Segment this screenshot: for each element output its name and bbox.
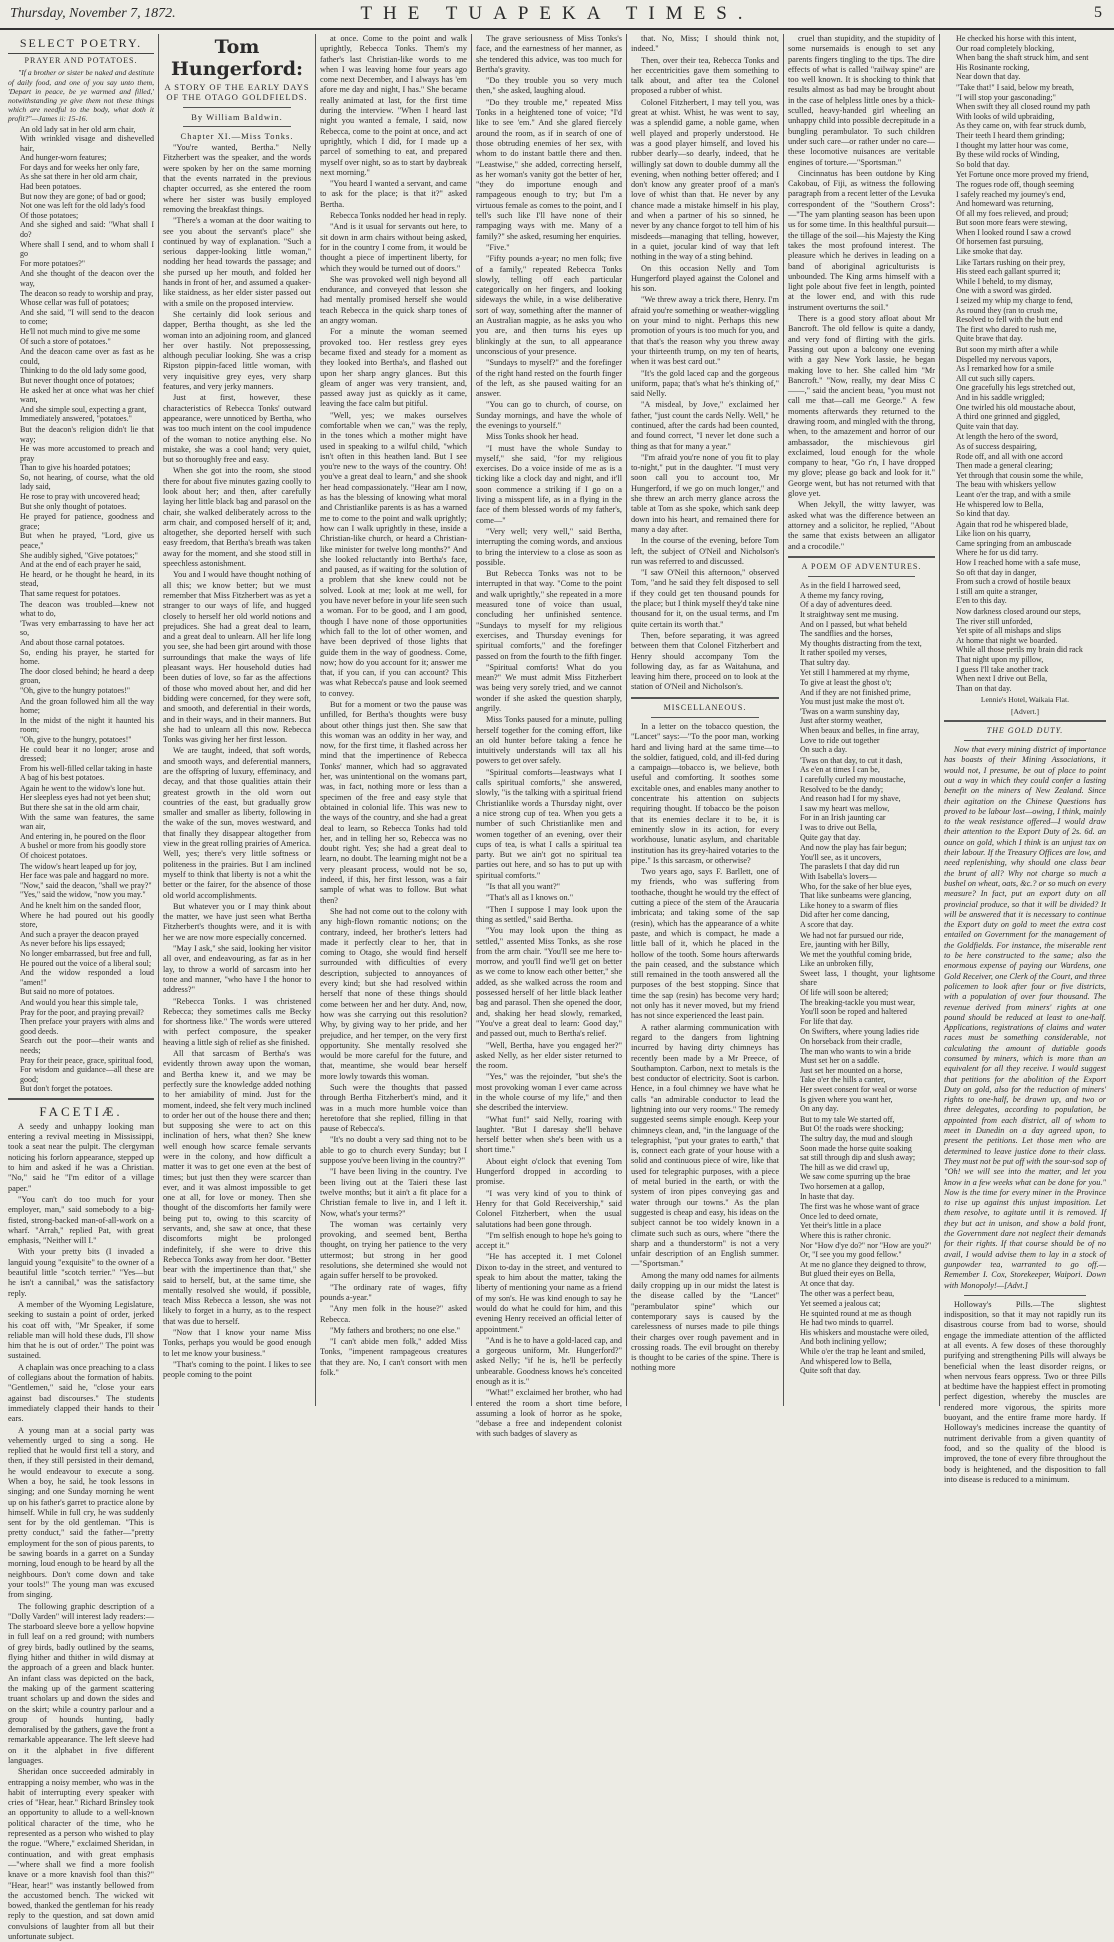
article-paragraph: She had not come out to the colony with any high-flown romantic notions; on the contrary, indeed, her brother's letters had made it perfectly clear to her, that in coming to Otago, she would find herself surrounded with difficulties of every description, subjected to annoyances of every kind; but she had resolved within herself that none of these things should come between her and her duty. And, now, how was she carrying out this resolution? Why, by giving way to her pride, and her prejudice, and her temper, on the very first opportunity. She mentally resolved she would be more careful for the future, and that, meantime, she would bear herself more lowly towards this woman. [320,906,467,1081]
article-paragraph: "It's the gold laced cap and the gorgeous uniform, papa; that's what he's thinking of," said Nelly. [631,368,779,399]
article-paragraph: You and I would have thought nothing of all this; we know better; but we must remember that Miss Fitzherbert was as yet a stranger to our ways of life, and hugged closely to herself her old world notions and prejudices. She had a great deal to learn, and a great deal to unlearn. All her life long you see, she had been girt around with those surroundings that make the ways of life pleasant ways. Her household duties had been duties of love, so far as the affections of those who moved about her, and did her bidding were concerned, for they were soft, and smooth, and deferential in their words, and in their ways, and in their manners. But she had to unlearn all this now. Rebecca Tonks was giving her her first lesson. [163,570,311,745]
facetiae-heading: FACETIÆ. [39,1103,123,1119]
article-paragraph: For a minute the woman seemed provoked too. Her restless grey eyes became fixed and steady for a moment as they looked into Bertha's, and flashed out upon her sharp angry glances. But this gleam of anger was very transient, and, passed away just as quickly as it came, leaving the face calm but pitiful. [320,327,467,409]
poem-stanza: "Take that!" I said, below my breath, "I will stop your gasconading;" When swift they all closed round my path With looks of wild upbraiding, As they came on, with fear struck dumb, Their teeth I heard them grinding; I thought my latter hour was come, By these wild rocks of Winding, So bold that day. [956,82,1090,169]
article-paragraph: Cincinnatus has been outdone by King Cakobau, of Fiji, as witness the following paragraph from a recent letter of the Levuka correspondent of the "Southern Cross":—"The yam planting season has been upon us for some time. In this healthful pursuit—the tillage of the soil—his Majesty the King takes the most profound interest. The pleasure which he derives in leading on a band of aboriginal agriculturists is unbounded. The King arms himself with a light pole about five feet in length, pointed at the lower end, and with this rude instrument overturns the soil." [788,168,935,312]
poem-stanza: 'Twas on that day, to cut it dash, As e'en at times I can be, I carefully curled my moustache, Resolved to be the dandy; And reason had I for my shave, I saw my heart was mellow, For in an Irish jaunting car I was to drive out Bella, Quite gay that day. [800,755,906,842]
article-paragraph: On this occasion Nelly and Tom Hungerford played against the Colonel and his son. [631,263,779,294]
article-paragraph: In a letter on the tobacco question, the "Lancet" says:—"To the poor man, working hard and living hard at the same time—to the soldier, fatigued, cold, and ill-fed during a campaign—tobacco is, we believe, both useful and comforting. It soothes some excitable ones, and enables many another to concentrate his attention on subjects requiring thought. If tobacco be the poison that its enemies declare it to be, it is eminently slow in its action, for every workhouse, lunatic asylum, and charitable institution has its grey-haired votaries to the pipe." Is this sarcasm, or otherwise? [631,722,779,865]
article-paragraph: Rebecca Tonks nodded her head in reply. [330,211,467,221]
article-paragraph: She was provoked well nigh beyond all endurance, and conveyed that lesson she had mentally promised herself she would teach Rebecca in the quick sharp tones of an angry woman. [320,274,467,326]
column-3 [320,34,467,1406]
divider [8,1098,154,1100]
poem-stanza: The other was a perfect beau, Yet seemed a jealous cat; He squinted round at me as though He had two minds to quarrel. His whiskers and moustache were oiled, And both inclining yellow; While o'er the trap he leant and smiled, And whispered low to Bella, Quite soft that day. [800,1289,929,1376]
poem-stanza: And now the play has fair begun; You'll see, as it uncovers, The paraslets I that day did run With Isabella's lovers— Who, for the sake of her blue eyes, That like sunbeams were glancing, Like honey to a swarm of flies Did after her come dancing, A score that day. [800,843,912,929]
column-6 [788,34,935,1406]
article-paragraph: "Spiritual comforts! What do you mean?" We must admit Miss Fitzherbert was being very sorely tried, and we cannot wonder if she asked the question sharply, angrily. [476,662,622,713]
article-paragraph: "I must have the whole Sunday to myself," she said, "for my religious exercises. Do a voice inside of me as is a ticking like a clock day and night, and it'll soon commence a striking if I go on a living a misspent life, as in a flying in the face of them blessed words of my father's, come—" [476,443,622,525]
story-byline: By William Baldwin. [191,111,283,122]
article-paragraph: "You can't do too much for your employer, man," said somebody to a big-fisted, strong-backed man-of-all-work on a wharf. "Arrah," replied Pat, with great emphasis, "Neither will I." [8,1194,154,1246]
poem-stanza: As in the field I harrowed seed, A theme my fancy roving, Of a day of adventures deed. It straightway sent me musing. And on I passed, but what beheld The sandflies and the horses, My thoughts distracting from the text, It rather spoiled my verses, That sultry day. [800,581,922,667]
article-paragraph: A chaplain was once preaching to a class of collegians about the formation of habits. "Gentlemen," said he, "close your ears against bad discourses." The students immediately clapped their hands to their ears. [8,1362,154,1424]
poem-stanza: The widow's heart leaped up for joy, Her face was pale and haggard no more. "Now," said the deacon, "shall we pray?" "Yes," said the widow, "now you may." [20,861,152,900]
article-paragraph: The grave seriousness of Miss Tonks's face, and the earnestness of her manner, as she tendered this advice, was too much for Bertha's gravity. [476,34,622,74]
article-paragraph: "Then I suppose I may look upon the thing as settled," said Bertha. [476,904,622,924]
poem-stanza: And the groan followed him all the way home; In the midst of the night it haunted his room; "Oh, give to the hungry, potatoes!" He could bear it no longer; arose and dressed; From his well-filled cellar taking in haste A bag of his best potatoes. [20,696,154,783]
paper-title: THE TUAPEKA TIMES. [360,3,754,24]
poem-stanza: He checked his horse with this intent, Our road completely blocking, When bang the shaft struck him, and sent His Rosinante rocking, Near down that day. [956,34,1089,82]
article-paragraph: "Very well; very well," said Bertha, interrupting the coming words, and anxious to bring the interview to a close as soon as possible. [476,526,622,567]
poem-stanza: But soon my mirth after a while Dispelled my nervous vapors, As I remarked how for a smile All cut such silly capers. One gracefully his legs stretched out, And in his saddle wriggled; One twirled his old moustache about, A third one grinned and giggled, Quite vain that day. [956,345,1076,431]
divider [631,697,779,699]
article-paragraph: "He has accepted it. I met Colonel Dixon to-day in the street, and ventured to speak to him about the matter, taking the liberty of mentioning your name as a friend of my son's. He was kind enough to say he would do what he could for him, and this evening Henry received an official letter of appointment." [476,1252,622,1334]
article-paragraph: With your pretty bits (I invaded a languid young "exquisite" to the owner of a beautiful little "scotch terrier." "Yes—but he isn't a cannibal," was the satisfactory reply. [8,1247,154,1298]
divider [788,556,935,558]
article-paragraph: "Spiritual comforts—leastways what I calls spiritual comforts," she answered, slowly, "is the talking with a spiritual friend Christianlike words a Thursday night, over a nice strong cup of tea. When you gets a number of such Christianlike men and women together of an evening, over their cups of tea, is what I calls a spiritual tea party. But we ain't got no spiritual tea parties out here, and so has to put up with spiritual comforts." [476,767,622,880]
article-paragraph: When Jekyll, the witty lawyer, was asked what was the difference between an attorney and a solicitor, he replied, "About the same that exists between an alligator and a crocodile." [788,500,935,551]
column-rule [626,34,627,1406]
poem-stanza: But the deacon's religion didn't lie that way; He was more accustomed to preach and pray Than to give his hoarded potatoes; So, not hearing, of course, what the old lady said, He rose to pray with uncovered head; But she only thought of potatoes. [20,424,154,511]
chapter-heading: Chapter XI.—Miss Tonks. [180,130,294,141]
article-paragraph: "What fun!" said Nelly, roaring with laughter. "But I daresay she'll behave herself better when she's been with us a short time." [476,1114,622,1155]
select-poetry-heading: SELECT POETRY. [8,36,154,54]
article-paragraph: But whatever you or I may think about the matter, we have just seen what Bertha Fitzherbert's thoughts were, and it is with her we are now more especially concerned. [163,901,311,942]
advert-tag: [Advert.] [1010,706,1040,716]
article-paragraph: There is a good story afloat about Mr Bancroft. The old fellow is quite a dandy, and very fond of flirting with the girls. Passing out upon a balcony one evening with a gay New York lassie, he began making love to her. She called him "Mr Bancroft." "Now, really, my dear Miss C——," said the ancient beau, "you must not call me that—call me George." A few moments afterwards they returned to the drawing room, and mingled with the throng, when, to the amazement and horror of our ambassador, the mischievous girl exclaimed, loud enough for the whole company to hear, "Go r'n, I have dropped my glove; please go back and look for it." George went, but has not returned with that glove yet. [788,314,936,499]
poem-stanza: Again he went to the widow's lone hut. Her sleepless eyes had not yet been shut; But there she sat in the old arm chair, With the same wan features, the same wan air, And entering in, he poured on the floor A bushel or more from his goodly store Of choicest potatoes. [20,783,154,861]
article-paragraph: Two years ago, says F. Barllett, one of my friends, who was suffering from toothache, thought he would try the effect of cutting a piece of the stem of the Araucaria imbricata; and taking some of the sap (resin), which has the appearance of a white paste, and which is compact, he made a little ball of it, which he placed in the hollow of the tooth. Some hours afterwards the pain ceased, and the substance which still remained in the tooth answered all the purposes of the best stopping. Since that time the sap (resin) has become very hard; not only has it never moved, but my friend has not since experienced the least pain. [631,867,779,1021]
article-paragraph: Now that every mining district of importance has boasts of their Mining Associations, it would not, I presume, be out of place to point out a way in which they could confer a lasting benefit on the miners of New Zealand. Since their agitation on the Chinese Questions has proved to be labour lost—owing, I think, mainly to the weak resistance offered—I would draw their attention to the Export Duty of 2s. 6d. an ounce on gold, which I think is an unjust tax on their labour. If the Treasury Offices are low, and need replenishing, why should one class bear the brunt of all? Why not charge so much a bushel on wheat, oats, &c.? or so much on every measure? In fact, put an export duty on all provincial produce, so that it will be divided? It will be answered that it is necessary to continue the Export duty on gold to meet the extra cost entailed on Government for the management of the Goldfields. For instance, the miserable rent to be here constructed to the same; also the enormous expense of paying our Wardens, one Gold Receiver, one Clerk of the Court, and three policemen to look after four or five districts, with a population of over four thousand. The revenue derived from miners' rights at one pound should be reduced at least to one-half. Applications, registrations of claims and water races must be something considerable, not calculating the amount of dutiable goods consumed by miners, which is more than an equivalent for all they receive. I would suggest that petitions for the abolition of the Export Duty on gold, also for the reduction of miners' rights to one-half, be drawn up, and two or three delegates, according to population, be appointed from each district, all of whom to meet in Dunedin on a day agreed upon, to present the petitions. Let those men who are determined to leave justice done to their class. They must not be put off with the sour-sod sop of "Oh! we will see into the matter, and let you know in a few weeks what can be done for you." Now is the time for every miner in the Province to rise up against this unjust imposition. Let them resolve, to agitate until it is removed. If they but act in unison, and show a bold front, the Government dare not neglect their demands for their rights. If that course should be of no avail, I would advise them to lay in a stock of gunpowder tea, warranted to go off.—Remember I. Cox, Storekeeper, Waipori. Down with Monopoly!—[Advt.] [944,745,1106,1290]
article-paragraph: "We threw away a trick there, Henry. I'm afraid you're something or weather-wiggling on your mind to night. Perhaps this new promotion of yours is too much for you, and that that's the reason why you threw away your thirteenth trump, on my ten of hearts, when it was best card out." [631,295,779,367]
poem-stanza: On Swifters, where young ladies ride On horseback from their cradle, The man who wants to win a bride Must set her on a saddle. Just set her mounted on a horse, Take o'er the hills a canter, Her sweet consent for weal or worse Is given where you want her, On any day. [800,1027,920,1114]
article-paragraph: "Do they trouble me," repeated Miss Tonks in a heightened tone of voice; "I'd like to see 'em." And she glared fiercely around the room, as if in search of one of those obtruding enemies of her sex, with whom to do instant battle there and then. "Leastwise," she added, correcting herself, as her woman's vanity got the better of her, "they do importune enough and rampageous enough to try; but I'm a virtuous female as comes to the point, and I tell's such like I'll have none of their rampaging ways with me. Many of a family?" she asked, resuming her enquiries. [476,97,622,241]
column-rule [315,34,316,1406]
article-paragraph: "I'm selfish enough to hope he's going to accept it." [476,1230,622,1251]
article-paragraph: Miss Tonks shook her head. [486,432,579,442]
article-paragraph: "I have been living in the country. I've been living out at the Taieri these last twelve months; but it ain't a fit place for a Christian female to live in, and I left it. Now, what's your terms?" [320,1167,467,1218]
article-paragraph: Then, over their tea, Rebecca Tonks and her eccentricities gave them something to talk about, and after tea the Colonel proposed a rubber of whist. [631,55,779,96]
article-paragraph: at once. Come to the point and walk uprightly, Rebecca Tonks. Them's my father's last Christian-like words to me when I was leaving home four years ago come next December, and I always has 'em afore me day and night, I has." She became really animated at last, for the first time during the interview. "When I heard last night you wanted a female, I said, now Rebecca, come to the point at once, and act uprightly, which I did, for I made up a parcel of something to eat, and prepared myself over night, so as to start by daybreak next morning." [320,34,467,177]
poem-stanza: Yet Fortune once more proved my friend, The rogues rode off, though seeming I safely reached my journey's end, And homeward was returning, Of all my foes relieved, and proud; But soon more fears were stewing, When I looked round I saw a crowd Of horsemen fast pursuing, Like smoke that day. [956,170,1089,257]
article-paragraph: A seedy and unhappy looking man entering a revival meeting in Mississippi, took a seat near the pulpit. The clergyman noticing his forlorn appearance, stepped up to him and asked if he was a Christian. "No," said he "I'm editor of a village paper." [8,1121,154,1193]
masthead [0,0,1114,30]
issue-date: Thursday, November 7, 1872. [10,6,176,21]
article-paragraph: But Rebecca Tonks was not to be interrupted in that way. "Come to the point and walk uprightly," she repeated in a more measured tone of voice than usual, concluding her unfinished sentence. "Sundays to myself for my religious exercises, and Thursday evenings for spiritual comforts," and the forefinger passed on from the fourth to the fifth finger. [476,569,622,661]
poem-stanza: Like Tartars rushing on their prey, His steed each gallant spurred it; While I beheld, to my dismay, One with a sword was girded. I seized my whip my charge to fend, As round they (ran to crush me, Resolved to fell with the butt end The first who dared to rush me, Quite brave that day. [956,257,1073,344]
poem-title: PRAYER AND POTATOES. [24,56,138,65]
article-paragraph: "I can't abide men folk," added Miss Tonks, "impenent rampageous creatures that they are. No, I can't consort with men folk." [320,1337,467,1377]
poem-stanza: And she thought of the deacon over the way, The deacon so ready to worship and pray, Whose cellar was full of potatoes; And she said, "I will send to the deacon to come; He'll not much mind to give me some Of such a store of potatoes." [20,269,154,346]
article-paragraph: "Five." [486,242,510,252]
article-paragraph: The woman was certainly very provoking, and seemed bent, Bertha thought, on trying her patience to the very uttermost; but strong in her good resolutions, she determined she would not again suffer herself to be provoked. [320,1219,467,1281]
poem-stanza: But to my tale We started off, But O! the roads were shocking; The sultry day, the mud and slough Soon made the horse quite soaking sat still through dip and slush away; The hill as we did crawl up, We saw come spurring up the brae Two horsemen at a gallop, In haste that day. [800,1114,916,1201]
poem-heading: A POEM OF ADVENTURES. [801,561,922,571]
article-paragraph: Then, before separating, it was agreed between them that Colonel Fitzherbert and Henry should accompany Tom the following day, as far as Waitahuna, and leaving him there, proceed on to look at the station of O'Neil and Nicholson's. [631,630,779,692]
article-paragraph: "That's coming to the point. I likes to see people coming to the point [163,1359,311,1380]
column-rule [158,34,159,1406]
article-paragraph: cruel than stupidity, and the stupidity of some nursemaids is enough to set any parents fingers tingling to the tips. The dire effects of what is called "railway spine" are too well known. It is shocking to think that results almost as bad may be brought about in the case of helpless little ones by a thick-sculled, heavy-handed girl wheeling an unhappy child into possible decrepitude in a bungling perambulator. To such children under such care—or rather under no care—these locomotive nuisances are veritable engines of torture.—"Sportsman." [788,34,935,167]
article-paragraph: Colonel Fitzherbert, I may tell you, was great at whist. Whist, he was went to say, was a splendid game, a noble game, when well played and properly understood. He was a good player himself, and loved his rubber dearly—so dearly, indeed, that he willingly sat down to double dummy all the evening, when nothing better offered; and I don't know any greater proof of a man's love of whist than that. He never by any chance made a mistake himself in his play, and when a partner of his so sinned, he never by any chance forgot to tell him of his misdeeds—managing that telling, however, in a quiet, jocular kind of way that left nothing in the way of a sting behind. [631,97,779,262]
article-paragraph: "What!" exclaimed her brother, who had entered the room a short time before, assuming a look of horror as he spoke, "debase a free and independent colonist with such badges of slavery as [476,1388,622,1439]
article-paragraph: But for a moment or two the pause was unfilled, for Bertha's thoughts were busy about other things just then. She saw that this woman was an oddity in her way, and now, for the first time, it flashed across her mind that the impertinence of Rebecca Tonks' manner, which had so aggravated her, was unintentional on the womans part, was, in fact, nothing more or less than a specimen of the free and easy style that obtained in colonial life. This was new to the ways of the country, and she had a great deal to learn, so Rebecca Tonks had told her, and in telling her so, Rebecca was no doubt right. Yes; she had a great deal to learn, no doubt. The learning might not be a very pleasant process, would not be so, indeed, if this, her first lesson, was a fair sample of what was to follow. But what then? [320,700,467,905]
article-paragraph: A rather alarming communication with regard to the dangers from lightning incurred by having dirty chimneys has recently been made by a Mr Preece, of Southampton. Carbon, next to metals is the best conductor of electricity. Soot is carbon. Hence, in a foul chimney we have what he calls "an admirable conductor to lead the lightning into our very rooms." The remedy suggested seems simple enough. Keep your chimneys clean, and, "in the language of the telegraphist, "put your grates to earth," that is, connect each grate of your house with a solid and continuous piece of wire, like that used for telegraphic purposes, with a piece of metal buried in the earth, or with the system of iron pipes conveying gas and water through our towns." As the plan suggested is cheap and easy, his ideas on the subject cannot be too widely known in a climate such such as ours, where "there the sharp and a thunderstorm" is not a very unfair description of an English summer.—"Sportsman." [631,1022,779,1269]
poem-stanza: Now darkness closed around our steps, The river still unforded, Yet spite of all mishaps and slips At home that night we boarded. While all those perils my brain did rack That night upon my pillow, I guess I'll take another track When next I drive out Bella, Than on that day. [956,607,1083,693]
column-2 [163,34,311,1406]
divider [964,1295,1086,1296]
article-paragraph: "May I ask," she said, looking her visitor all over, and endeavouring, as far as in her lay, to throw a world of sarcasm into her tone and manner, "who have I the honor to address?" [163,944,311,995]
poem-stanza: We had not far pursued our ride, Ere, jaunting with her Billy, We met the youthful coming bride, Like an unbroken filly, Sweet lass, I thought, your lightsome share Of life will soon be altered; The breaking-tackle you must wear, You'll soon be roped and haltered For life that day. [800,930,935,1026]
article-paragraph: When she got into the room, she stood there for about five minutes gazing coolly to look about her; and then, after carefully laying her little black bag and parasol on the chair, she walked deliberately across to the arm chair, and composed herself of it; and, altogether, she deported herself with such easy freedom, that Bertha's breath was taken away for the moment, and she stood still in speechless astonishment. [163,466,311,569]
article-paragraph: "Yes," was the rejoinder, "but she's the most provoking woman I ever came across in the whole course of my life," and then she described the interview. [476,1072,622,1113]
article-paragraph: About eight o'clock that evening Tom Hungerford dropped in according to promise. [476,1156,622,1187]
column-5 [631,34,779,1406]
divider [964,740,1086,741]
poem-stanza: He prayed for patience, goodness and grace; But when he prayed, "Lord, give us peace," She audibly sighed, "Give potatoes;" And at the end of each prayer he said, He heard, or he thought he heard, in its stead, That same request for potatoes. [20,512,154,599]
article-paragraph: "You can go to church, of course, on Sunday mornings, and have the whole of the evenings to yourself." [476,400,622,430]
article-paragraph: "A misdeal, by Jove," exclaimed her father, "just count the cards Nelly. Well," he continued, after the cards had been counted, and found correct, "I never let done such a thing as that for many a year." [631,400,779,451]
column-rule [783,34,784,1406]
miscellaneous-heading: MISCELLANEOUS. [663,702,747,712]
article-paragraph: "You're wanted, Bertha." Nelly Fitzherbert was the speaker, and the words were spoken by her on the same morning that the events narrated in the previous chapter occurred, as she entered the room where her sister was busily employed removing the breakfast things. [163,143,311,214]
article-paragraph: "You heard I wanted a servant, and came to ask for the place; is that it?" asked Bertha. [320,179,467,209]
divider [651,717,759,718]
article-paragraph: "My fathers and brothers; no one else." [330,1325,461,1335]
column-1 [8,34,154,1942]
poem-epigraph: "If a brother or sister be naked and destitute of daily food, and one of you say unto them, 'Depart in peace, be ye warmed and filled,' notwithstanding ye give them not these things which are needful to the body, what doth it profit?"—James ii: 15-16. [8,68,154,124]
article-paragraph: "Sundays to myself?" and the forefinger of the right hand rested on the fourth finger of the left, as she paused waiting for an answer. [476,358,622,399]
column-rule [471,34,472,1406]
article-paragraph: All that sarcasm of Bertha's was evidently thrown away upon the woman, and Bertha knew it, and we may be perfectly sure the knowledge added nothing to her amiability of mind. Just for the moment, indeed, she felt very much inclined to order her out of the house there and then; but supposing she were to act on this inclination of hers, what then? She knew well enough how scarce female servants were in the colony, and how difficult a matter it was to get one even at the best of times; but just then they were scarcer than ever, and it was almost impossible to get one at all, for love or money. Then she thought of the discomforts her family were being put to, owing to this scarcity of servants, and, she saw at once, that these discomforts might be prolonged indefinitely, if she were to drive this Rebecca Tonks away from her door. "Better bear with the impertinence than that," she said to herself, but, at the same time, she mentally resolved she would, if possible, teach Miss Rebecca a lesson, she was not likely to forget in a hurry, as to the respect that was due to herself. [163,1049,311,1326]
page-number: 5 [1094,4,1102,21]
article-paragraph: Holloway's Pills.—The slightest indisposition, so that it may not rapidly run its disastrous course from bad to worse, should engage the immediate attention of the afflicted at all events. A few doses of these thoroughly purifying and strengthening Pills will always be beneficial when the least disorder reigns, or when nervous fears oppress. Two or three Pills at bedtime have the happiest effect in promoting perfect digestion, whereby the muscles are rendered more vigorous, the spirits more buoyant, and the entire frame more hardy. If Holloway's medicines increase the quantity of nutriment derivable from a given quantity of food, and so the quality of the blood is improved, the tone of every fibre throughout the body is heightened, and the disposition to fall into disease is reduced to a minimum. [944,1299,1106,1484]
poem-stanza: And the deacon came over as fast as he could, Thinking to do the old lady some good, But never thought once of potatoes; He asked her at once what was her chief want, And she simple soul, expecting a grant, Immediately answered, "potatoes." [20,347,154,424]
article-paragraph: Among the many odd names for ailments daily cropping up in our midst the latest is the disease called by the "Lancet" "perambulator spine" which our contemporary says is caused by the carelessness of nurses made to pile things their charges over rough pavement and in crossing roads. The evil brought on thereby is thought to be caries of the spine. There is nothing more [631,1270,779,1373]
article-paragraph: A member of the Wyoming Legislature, seeking to sustain a point of order, jerked his coat off with, "Mr Speaker, if some reliable man will hold these duds, I'll show him that he is out of order." The point was sustained. [8,1299,154,1361]
article-paragraph: The following graphic description of a "Dolly Varden" will interest lady readers:—The starboard sleeve bore a yellow hopvine in full leaf on a red ground; with numbers of grey birds, badly outlined by the seams, flying hither and thither in wild dismay at the approach of a green and black hunter. An infant class was depicted on the back, the making up of the garment scattering truant scholars up and down the sides and on the skirt; while a country parlour and a group of hounds hunting, badly demoralised by the gathers, gave the front a remarkable appearance. The left sleeve had on it the alphabet in five different languages. [8,1601,154,1765]
article-paragraph: "I saw O'Neil this afternoon," observed Tom, "and he said they felt disposed to sell if they could get ten thousand pounds for the place; but I think myself they'd take nine thousand for it, on the usual terms, and I'm quite certain its worth that." [631,568,779,629]
article-paragraph: "Do they trouble you so very much then," she asked, laughing aloud. [476,76,622,96]
poem-stanza: Again that rod he whispered blade, Like lion on his quarry, Came springing from an ambuscade Where he for us did tarry. How I reached home with a safe muse, So oft that day in danger, From such a crowd of hostile beaux I still am quite a stranger, E'en to this day. [956,519,1081,606]
article-paragraph: "I was very kind of you to think of Henry for that Gold Receivership," said Colonel Fitzherbert, when the usual salutations had been gone through. [476,1188,622,1229]
article-paragraph: "Is that all you want?" [486,882,561,892]
poem-signature: Lennie's Hotel, Waikaia Flat. [980,695,1070,705]
article-paragraph: "Well, yes; we makes ourselves comfortable when we can," was the reply, in the tones which a mother might have used in speaking to a wilful child, "which isn't often in this heathen land. But I see you're new to the ways of the country. Oh! you've a great deal to learn," and she shook her head compassionately. "Hear am I now, as has the blessing of knowing what moral and Christianlike parents is as has a warned me to come to the point and walk uprightly; how can I walk uprightly in these, inside a Christian-like church, or heard a Christian-like minister for twelve long months?" And she looked reluctantly into Bertha's face, and paused, as if waiting for the solution of a problem that she knew could not be solved. Look at me; look at me well, for you have never before in your life seen such a woman. For to be good, and I am good, though I have none of those opportunities which fall to the lot of other women, and have been deprived of those lights that guide them in the way of goodness. Come, now; how do you account for it; answer me that, if you can, if you can account? This was what Rebecca's pause and look seemed to convey. [320,410,467,698]
poem-stanza: And he knelt him on the sanded floor, Where he had poured out his goodly store, And such a prayer the deacon prayed As never before his lips essayed; No longer embarrassed, but free and full, He poured out the voice of a liberal soul; And the widow responded a loud "amen!" But said no more of potatoes. [20,901,154,997]
article-paragraph: "I'm afraid you're none of you fit to play to-night," put in the daughter. "I must very soon call you to account too, Mr Hungerford, if we go on much longer," and she threw an arch merry glance across the table at Tom as she spoke, which sank deep down into his heart, and remained there for many a day after. [631,452,779,534]
article-paragraph: Just at first, however, these characteristics of Rebecca Tonks' outward appearance, were unnoticed by Bertha, who was too much intent on the cool impudence of the woman to notice anything else. No mistake, she was a cool hand; very quiet, but so thoroughly free and easy. [163,393,311,465]
poem-stanza: The deacon was troubled—knew not what to do, 'Twas very embarrassing to have her act so, And about those carnal potatoes. So, ending his prayer, he started for home. The door closed behind; he heard a deep groan, "Oh, give to the hungry potatoes!" [20,599,154,695]
article-paragraph: "Any men folk in the house?" asked Rebecca. [320,1304,467,1324]
article-paragraph: "Rebecca Tonks. I was christened Rebecca; they sometimes calls me Becky for shortness like." The words were uttered with perfect composure, the speaker heaving a little sigh of relief as she finished. [163,996,311,1047]
article-paragraph: "The ordinary rate of wages, fifty pounds a-year." [320,1282,467,1302]
article-paragraph: "Well, Bertha, have you engaged her?" asked Nelly, as her elder sister returned to the room. [476,1040,622,1071]
article-paragraph: "There's a woman at the door waiting to see you about the servant's place" she continued by way of explanation. "Such a serious dapper-looking little woman," nodding her head towards the passage; and she pursed up her mouth, and folded her hands in front of her, and assumed a quaker-like staidness, as her elder sister passed out with a smile on the proposed interview. [163,216,311,308]
divider [183,126,291,127]
poem-stanza: The first was he whose want of grace Once led to deed ornate, Yet their's little in a place Where this is rather chronic. Nor "How d'ye do?" nor "How are you?" Or, "I see you my good fellow." At me no glance they deigned to throw, But glued their eyes on Bella, At once that day. [800,1202,932,1288]
article-paragraph: In the course of the evening, before Tom left, the subject of O'Neil and Nicholson's run was referred to and discussed. [631,536,779,566]
article-paragraph: "And is he to have a gold-laced cap, and a gorgeous uniform, Mr. Hungerford?" asked Nelly; "if he is, he'll be perfectly unbearable. Goodness knows he's conceited enough as it is." [476,1335,622,1386]
article-paragraph: "That's all as I knows on." [486,893,574,903]
column-4 [476,34,622,1439]
article-paragraph: Sheridan once succeeded admirably in entrapping a noisy member, who was in the habit of interrupting every speaker with cries of "Hear, hear." Richard Brinsley took an opportunity to allude to a well-known political character of the time, who he represented as a person who wished to play the rogue. "Where," exclaimed Sheridan, in continuation, and with great emphasis—"where shall we find a more foolish knave or a more knavish fool than this?" "Hear, hear!" was instantly bellowed from the accustomed bench. The wicked wit bowed, thanked the gentleman for his ready reply to the question, and sat down amid convulsions of laughter from all but their unfortunate subject. [8,1767,154,1942]
article-paragraph: "You may look upon the thing as settled," assented Miss Tonks, as she rose from the arm chair. "You'll see me here to-morrow, and you'll find we'll get on better as we come to know each other better," she added, as she walked across the room and possessed herself of her little black leather bag and parasol. Then she opened the door, and, shaking her head slowly, remarked, "You've a great deal to learn: Good day," and passed out, much to Bertha's relief. [476,926,622,1039]
divider [183,107,291,108]
column-7 [944,34,1106,1484]
article-paragraph: that. No, Miss; I should think not, indeed." [631,34,779,54]
poem-stanza: And would you hear this simple tale, Pray for the poor, and praying prevail? Then preface your prayers with alms and good deeds. Search out the poor—their wants and needs; Pray for their peace, grace, spiritual food, For wisdom and guidance—all these are good; But don't forget the potatoes. [20,997,154,1094]
gold-duty-heading: THE GOLD DUTY. [986,725,1064,735]
article-paragraph: Miss Tonks paused for a minute, pulling herself together for the coming effort, like an old hunter before taking a fence he intuitively understands will tax all his powers to get over safely. [476,715,622,766]
story-subtitle: A STORY OF THE EARLY DAYS OF THE OTAGO GOLDFIELDS. [164,82,310,103]
poem-stanza: At length the hero of the sword, As of success despairing, Rode off, and all with one accord Then made a general clearing; Yet through that cousin some the while, The beau with whiskers yellow Leant o'er the trap, and with a smile He whispered low to Bella, So kind that day. [956,432,1083,519]
article-paragraph: "Fifty pounds a-year; no men folk; five of a family," repeated Rebecca Tonks slowly, telling off each particular categorically on her fingers, and looking sideways the while, in a wise deliberative sort of way, something after the manner of an Australian magpie, as he asks you who you are, and then turns his eyes up blinkingly at the sun, to all appearance unconscious of your presence. [476,254,622,356]
article-paragraph: "And is it usual for servants out here, to sit down in arm chairs without being asked, for in the country I come from, it would be thought a piece of impertinent liberty, for which they would be turned out of doors." [320,222,467,273]
column-rule [939,34,940,1406]
poem-stanza: An old lady sat in her old arm chair, With wrinkled visage and dishevelled hair, And hunger-worn features; For days and for weeks her only fare, As she sat there in her old arm chair, Had been potatoes. But now they are gone; of bad or good; Not one was left for the old lady's food Of those potatoes; And she sighed and said: "What shall I do? Where shall I send, and to whom shall I go For more potatoes?" [20,124,154,268]
article-paragraph: "It's no doubt a very sad thing not to be able to go to church every Sunday; but I suppose you've been living in the country?" [320,1135,467,1166]
poem-stanza: Yet still I hammered at my rhyme, To give at least the ghost o't; And if they are not finished prime, You must just make the most o't. 'Twas on a warm sunshiny day, Just after stormy weather, When beaux and belles, in fine array, Love to ride out together On such a day. [800,668,919,755]
article-paragraph: A young man at a social party was vehemently urged to sing a song. He replied that he would first tell a story, and then, if they still persisted in their demand, he would endeavour to execute a song. When a boy, he said, he took lessons in singing; and one Sunday morning he went up on his father's garret to practice alone by himself. While in full cry, he was suddenly sent for by the old gentleman. "This is pretty conduct," said the father—"pretty employment for the son of pious parents, to be sawing boards in a garret on a Sunday morning, loud enough to be heard by all the neighbours. Don't come down and take your tools!" The young man was excused from singing. [8,1425,154,1600]
article-paragraph: "Now that I know your name Miss Tonks, perhaps you would be good enough to let me know your business." [163,1328,311,1358]
article-paragraph: We are taught, indeed, that soft words, and smooth ways, and deferential manners, are the offspring of luxury, effeminacy, and decay, and that those qualities attain their greatest growth in the old worn out countries of the east, but gradually grow smaller and smaller as liberty, following in the wake of the sun, moves westward, and that finally they disappear altogether from view in the great rolling prairies of America. Well, yes; there's very little softness or politeness in the prairies. But I am inclined myself to think that liberty is not a whit the better or the fairer, for the absence of those old world accomplishments. [163,746,311,900]
article-paragraph: She certainly did look serious and dapper, Bertha thought, as she led the woman into an adjoining room, and glanced her over hastily. Not prepossessing, although peculiar looking. She was a crisp Ripston pippin-faced little woman, with very inquisitive grey eyes, very sharp features, and very jerky manners. [163,309,311,392]
article-paragraph: Such were the thoughts that passed through Bertha Fitzherbert's mind, and it was in a much more humble voice than heretofore that she replied, filling in that pause of Rebecca's. [320,1082,467,1134]
story-title: Tom Hungerford: [170,36,304,80]
divider [808,576,915,577]
divider [944,720,1106,722]
